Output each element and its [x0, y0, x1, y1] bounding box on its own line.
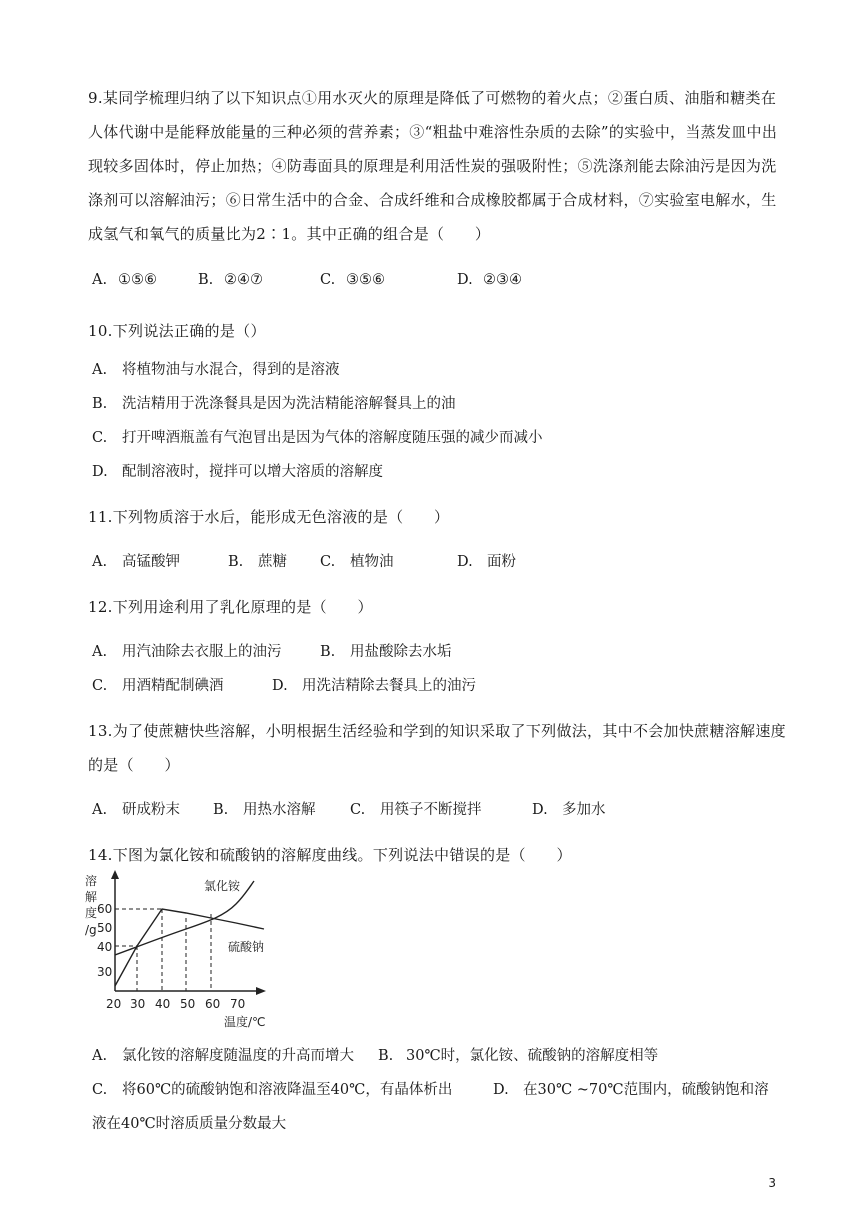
- q12-option-b: [320, 642, 452, 662]
- q9-option-a: [92, 270, 157, 290]
- q10-option-d: [92, 462, 383, 482]
- option-text: 植物油: [350, 554, 394, 570]
- option-text: 多加水: [562, 802, 606, 818]
- q11-option-b: [228, 552, 287, 572]
- y-axis-arrow: [111, 870, 119, 879]
- q14-option-d-continued: [92, 1114, 286, 1134]
- x-tick-70: 70: [230, 997, 246, 1011]
- graph-xlabel: 温度/℃: [224, 1015, 266, 1028]
- option-text: 配制溶液时，搅拌可以增大溶质的溶解度: [122, 464, 383, 480]
- option-text: ③⑤⑥: [346, 272, 385, 288]
- option-label: D.: [457, 272, 473, 288]
- x-axis-arrow: [256, 987, 266, 995]
- option-label: B.: [213, 802, 229, 818]
- option-label: C.: [92, 678, 108, 694]
- q12-option-c: [92, 676, 224, 696]
- option-label: A.: [92, 554, 108, 570]
- option-text: 面粉: [487, 554, 516, 570]
- option-text: 氯化铵的溶解度随温度的升高而增大: [122, 1048, 354, 1064]
- option-label: A.: [92, 802, 108, 818]
- graph-ylabel-3: 度: [85, 906, 98, 920]
- option-label: C.: [320, 272, 336, 288]
- q13-option-a: [92, 800, 180, 820]
- x-tick-50: 50: [180, 997, 196, 1011]
- option-text: 在30℃ ~70℃范围内，硫酸钠饱和溶: [523, 1082, 769, 1098]
- option-text: 用热水溶解: [243, 802, 316, 818]
- q9-option-b: [198, 270, 263, 290]
- option-text: 打开啤酒瓶盖有气泡冒出是因为气体的溶解度随压强的减少而减小: [122, 430, 543, 446]
- option-label: D.: [532, 802, 548, 818]
- option-label: A.: [92, 644, 108, 660]
- option-label: B.: [320, 644, 336, 660]
- x-tick-40: 40: [155, 997, 171, 1011]
- q14-option-d: [493, 1080, 769, 1100]
- option-text: ①⑤⑥: [118, 272, 157, 288]
- option-label: C.: [320, 554, 336, 570]
- q12-option-d: [272, 676, 476, 696]
- option-label: B.: [198, 272, 214, 288]
- q12-option-a: [92, 642, 282, 662]
- x-tick-20: 20: [106, 997, 122, 1011]
- q10-option-b: [92, 394, 456, 414]
- option-text: 高锰酸钾: [122, 554, 180, 570]
- q9-option-c: [320, 270, 385, 290]
- q9-option-d: [457, 270, 522, 290]
- question-9-stem: 9.某同学梳理归纳了以下知识点①用水灭火的原理是降低了可燃物的着火点；②蛋白质、油脂和糖类在人体代谢中是能释放能量的三种必须的营养素；③“粗盐中难溶性杂质的去除”的实验中，当蒸发皿中出现较多固体时，停止加热；④防毒面具的原理是利用活性炭的强吸附性；⑤洗涤剂能去除油污是因为洗涤剂可以溶解油污；⑥日常生活中的合金、合成纤维和合成橡胶都属于合成材料，⑦实验室电解水，生成氢气和氧气的质量比为2∶1。其中正确的组合是（ ）: [88, 89, 778, 243]
- graph-ylabel-4: /g: [85, 923, 97, 937]
- page-number: 3: [768, 1176, 776, 1190]
- option-text: 用盐酸除去水垢: [350, 644, 452, 660]
- q10-option-c: [92, 428, 543, 448]
- option-label: A.: [92, 1048, 108, 1064]
- option-label: D.: [493, 1082, 509, 1098]
- label-ammonium-chloride: 氯化铵: [204, 879, 241, 893]
- option-label: A.: [92, 362, 108, 378]
- y-tick-60: 60: [97, 902, 113, 916]
- option-text: 蔗糖: [258, 554, 287, 570]
- option-label: D.: [272, 678, 288, 694]
- x-tick-60: 60: [205, 997, 221, 1011]
- q14-option-c: [92, 1080, 452, 1100]
- question-12-stem: 12.下列用途利用了乳化原理的是（ ）: [88, 598, 373, 616]
- option-label: D.: [457, 554, 473, 570]
- option-label: C.: [350, 802, 366, 818]
- y-tick-50: 50: [97, 921, 113, 935]
- solubility-graph: [84, 868, 284, 1028]
- y-tick-40: 40: [97, 940, 113, 954]
- option-text: 将60℃的硫酸钠饱和溶液降温至40℃，有晶体析出: [122, 1082, 453, 1098]
- option-label: B.: [92, 396, 108, 412]
- option-text: 液在40℃时溶质质量分数最大: [92, 1116, 287, 1132]
- q11-option-d: [457, 552, 516, 572]
- option-text: 洗洁精用于洗涤餐具是因为洗洁精能溶解餐具上的油: [122, 396, 456, 412]
- option-text: 30℃时，氯化铵、硫酸钠的溶解度相等: [406, 1048, 659, 1064]
- q10-option-a: [92, 360, 340, 380]
- q13-option-c: [350, 800, 482, 820]
- option-text: ②③④: [483, 272, 522, 288]
- option-text: 用酒精配制碘酒: [122, 678, 224, 694]
- x-tick-30: 30: [130, 997, 146, 1011]
- option-label: C.: [92, 1082, 108, 1098]
- option-text: ②④⑦: [224, 272, 263, 288]
- q13-option-d: [532, 800, 606, 820]
- q14-option-a: [92, 1046, 354, 1066]
- option-label: D.: [92, 464, 108, 480]
- option-label: C.: [92, 430, 108, 446]
- question-11-stem: 11.下列物质溶于水后，能形成无色溶液的是（ ）: [88, 508, 450, 526]
- question-10-stem: 10.下列说法正确的是（）: [88, 322, 266, 340]
- option-text: 将植物油与水混合，得到的是溶液: [122, 362, 340, 378]
- q11-option-a: [92, 552, 180, 572]
- option-text: 用洗洁精除去餐具上的油污: [302, 678, 476, 694]
- option-label: B.: [228, 554, 244, 570]
- q11-option-c: [320, 552, 394, 572]
- option-label: A.: [92, 272, 108, 288]
- question-14-stem: 14.下图为氯化铵和硫酸钠的溶解度曲线。下列说法中错误的是（ ）: [88, 846, 572, 864]
- q13-option-b: [213, 800, 316, 820]
- graph-ylabel-2: 解: [85, 890, 98, 904]
- label-sodium-sulfate: 硫酸钠: [228, 940, 265, 954]
- y-tick-30: 30: [97, 965, 113, 979]
- option-text: 用汽油除去衣服上的油污: [122, 644, 282, 660]
- q14-option-b: [378, 1046, 658, 1066]
- option-text: 研成粉末: [122, 802, 180, 818]
- question-13-stem: 13.为了使蔗糖快些溶解，小明根据生活经验和学到的知识采取了下列做法，其中不会加快蔗糖溶解速度的是（ ）: [88, 722, 786, 774]
- graph-ylabel-1: 溶: [85, 874, 98, 888]
- option-text: 用筷子不断搅拌: [380, 802, 482, 818]
- option-label: B.: [378, 1048, 394, 1064]
